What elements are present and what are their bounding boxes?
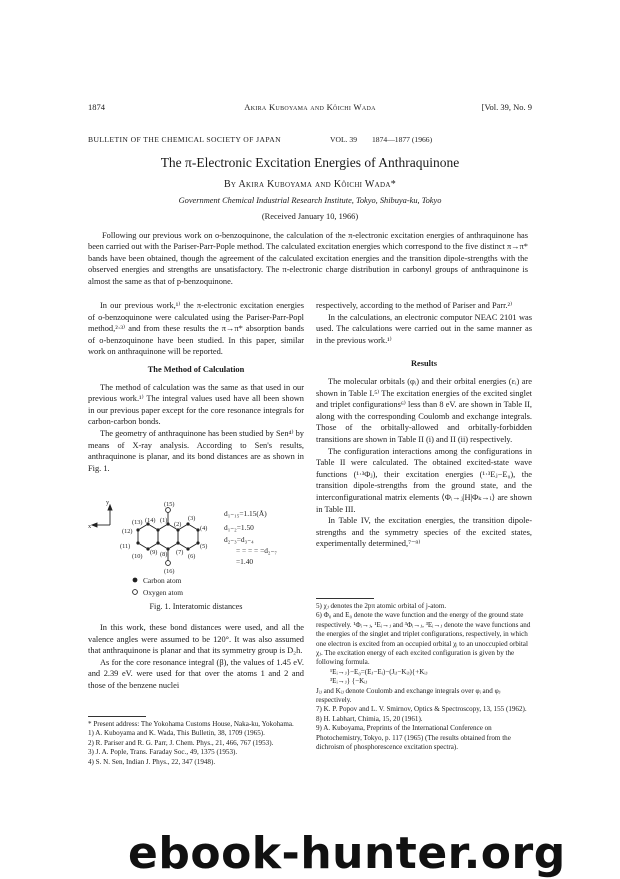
atom-label-12: (12): [122, 528, 133, 535]
atom-label-11: (11): [120, 543, 131, 550]
formula-line-2: ³Eᵢ→ⱼ} {−Kᵢⱼ: [330, 677, 368, 686]
results-paragraph-1: The molecular orbitals (φᵢ) and their orbital energies (εᵢ) are shown in Table I.⁵⁾ The excitation energies of the excited singlet and triplet configurations⁶⁾ less than 8 eV. are shown in Table II, along with the corresponding Coulomb and exchange integrals. Those of the orbitally-allowed and orbitally-forbidden transitions are shown in Table II (i) and II (ii) respectively.: [316, 376, 532, 444]
figure-anthraquinone: [88, 500, 313, 600]
after-figure-paragraph-2: As for the core resonance integral (β), the values of 1.45 eV. and 2.39 eV. were used for that over the atoms 1 and 2 and those of the benzene nuclei: [88, 657, 304, 690]
reference-9: 9) A. Kuboyama, Preprints of the International Conference on Photochemistry, Tokyo, p. 117 (1965) (The results obtained from the dichroism of phosphorescence excitation spectra).: [316, 724, 511, 752]
reference-8: 8) H. Labhart, Chimia, 15, 20 (1961).: [316, 714, 423, 723]
journal-volume: VOL. 39: [330, 135, 357, 144]
atom-label-4: (4): [200, 525, 208, 532]
reference-7: 7) K. P. Popov and L. V. Smirnov, Optics & Spectroscopy, 13, 155 (1962).: [316, 705, 527, 714]
reference-2: 2) R. Pariser and R. G. Parr, J. Chem. Phys., 21, 466, 767 (1953).: [88, 738, 274, 747]
atom-label-2: (2): [174, 521, 182, 528]
oxygen-top: [166, 508, 171, 513]
atom-label-1: (1): [160, 517, 168, 524]
journal-name: BULLETIN OF THE CHEMICAL SOCIETY OF JAPAN: [88, 135, 282, 144]
integrals-note: Jᵢⱼ and Kᵢⱼ denote Coulomb and exchange integrals over φᵢ and φⱼ respectively.: [316, 686, 501, 705]
oxygen-bottom: [166, 561, 171, 566]
atom-label-6: (6): [188, 553, 196, 560]
legend-carbon-label: Carbon atom: [143, 576, 182, 585]
atom-label-13: (13): [132, 519, 143, 526]
atom-label-15: (15): [164, 501, 175, 508]
atom-label-16: (16): [164, 568, 175, 575]
article-title: The π-Electronic Excitation Energies of Anthraquinone: [160, 155, 460, 170]
running-title: Akira Kuboyama and Kôichi Wada: [244, 102, 376, 112]
right-footnotes: [316, 602, 532, 753]
atom-label-9: (9): [150, 549, 158, 556]
section-heading-method: The Method of Calculation: [147, 364, 245, 374]
reference-6: 6) Φ₀ and E₀ denote the wave function and the energy of the ground state respectively. ¹Φᵢ→ⱼ, ¹Eᵢ→ⱼ and ³Φᵢ→ⱼ, ³Eᵢ→ⱼ denote the wave functions and the energies of the singlet and triplet configurations, respectively, in which one electron is excited from an occupied orbital χᵢ to an unoccupied orbital χⱼ. The excitation energy of each excited configuration is given by the following formula.: [316, 611, 531, 667]
reference-5: 5) χⱼ denotes the 2pπ atomic orbital of j-atom.: [316, 602, 447, 610]
formula-line-1: ¹Eᵢ→ⱼ}−E₀=(Eⱼ−Eᵢ)−(Jᵢⱼ−Kᵢⱼ){+Kᵢⱼ: [330, 667, 428, 676]
atom-label-8: (8): [160, 551, 168, 558]
figure-caption: Fig. 1. Interatomic distances: [149, 602, 243, 611]
distance-d2-3: d₂₋₃=d₃₋₄: [224, 535, 254, 544]
atom-label-7: (7): [176, 549, 184, 556]
legend-carbon-marker: [133, 578, 138, 583]
legend-oxygen-label: Oxygen atom: [143, 588, 184, 597]
affiliation: Government Chemical Industrial Research Institute, Tokyo, Shibuya-ku, Tokyo: [178, 196, 442, 205]
journal-pages: 1874—1877 (1966): [372, 135, 433, 144]
atom-label-10: (10): [132, 553, 143, 560]
reference-4: 4) S. N. Sen, Indian J. Phys., 22, 347 (1948).: [88, 757, 216, 766]
method-paragraph-1: The method of calculation was the same as that used in our previous work.¹⁾ The integral values used have all been shown in our previous paper except for the core resonance integrals for carbon-carbon bonds.: [88, 382, 304, 427]
volume-info: [Vol. 39, No. 9: [481, 102, 532, 112]
left-footnotes: [88, 720, 304, 767]
right-column: [316, 300, 532, 550]
distance-d1-15: d₁₋₁₅=1.15(Å): [224, 509, 267, 518]
after-figure-paragraph-1: In this work, these bond distances were used, and all the valence angles were assumed to be 120°. It was also assumed that anthraquinone is planar and that its symmetry group is D₂h.: [88, 623, 304, 656]
atom-label-5: (5): [200, 543, 208, 550]
left-column: [88, 300, 304, 474]
footnote-rule-left: [88, 716, 146, 717]
atom-label-14: (14): [145, 517, 156, 524]
intro-paragraph: In our previous work,¹⁾ the π-electronic excitation energies of o-benzoquinone were calculated using the Pariser-Parr-Popl method,²·³⁾ and from these results the π→π* absorption bands of o-benzoquinone have been studied. In this paper, similar work on anthraquinone will be reported.: [88, 301, 304, 357]
reference-3: 3) J. A. Pople, Trans. Faraday Soc., 49, 1375 (1953).: [88, 748, 238, 757]
section-heading-results: Results: [410, 359, 438, 369]
right-paragraph-1: respectively, according to the method of Pariser and Parr.²⁾: [316, 301, 513, 310]
distance-d2-7: = = = = =d₂₋₇: [236, 546, 277, 555]
abstract: Following our previous work on o-benzoquinone, the calculation of the π-electronic excitation energies of anthraquinone has been carried out with the Pariser-Parr-Pople method. The calculated excitation energies which correspond to the five distinct π→π* bands have been obtained, though the agreement of the calculated excitation energies and the transition dipole-strengths with the observed energies and strengths are unsatisfactory. The π-electronic charge distribution in carbonyl groups of anthraquinone is almost the same as that of p-benzoquinone.: [88, 231, 528, 286]
results-paragraph-2: The configuration interactions among the configurations in Table II were calculated. The obtained excited-state wave functions (¹·³Φⱼ), their excitation energies (¹·³Eⱼ−E₀), the transition dipole-strengths from the ground state, and the interconfigurational matrix elements ⟨Φᵢ→ⱼ|H|Φₖ→ₗ⟩ are shown in Table III.: [316, 446, 532, 514]
page-number: 1874: [88, 102, 105, 112]
axis-y-label: y: [106, 500, 110, 506]
results-paragraph-3: In Table IV, the excitation energies, the transition dipole-strengths and the symmetry species of the excited states, experimentally determined,⁷⁻⁹⁾: [316, 516, 532, 549]
left-ring: [138, 524, 158, 549]
received-date: (Received January 10, 1966): [261, 212, 359, 221]
footnote-present-address: * Present address: The Yokohama Customs House, Naka-ku, Yokohama.: [88, 720, 294, 728]
left-column-lower: [88, 622, 304, 692]
reference-1: 1) A. Kuboyama and K. Wada, This Bulletin, 38, 1709 (1965).: [88, 729, 265, 738]
atom-label-3: (3): [188, 515, 196, 522]
footnote-rule-right: [316, 598, 374, 599]
legend-oxygen-marker: [133, 590, 138, 595]
watermark-text: ebook-hunter.org: [128, 828, 566, 879]
method-paragraph-2: The geometry of anthraquinone has been studied by Sen⁴⁾ by means of X-ray analysis. According to Sen's results, anthraquinone is planar, and its bond distances are as shown in Fig. 1.: [88, 428, 304, 473]
right-paragraph-2: In the calculations, an electronic computor NEAC 2101 was used. The calculations were carried out in the same manner as in the previous work.¹⁾: [316, 312, 532, 345]
axis-x-label: x: [88, 523, 92, 530]
x-axis-arrow: [92, 523, 97, 527]
article-authors: By Akira Kuboyama and Kôichi Wada*: [223, 179, 397, 190]
distance-d1-2: d₁₋₂=1.50: [224, 523, 254, 532]
distance-value-140: =1.40: [236, 557, 254, 566]
